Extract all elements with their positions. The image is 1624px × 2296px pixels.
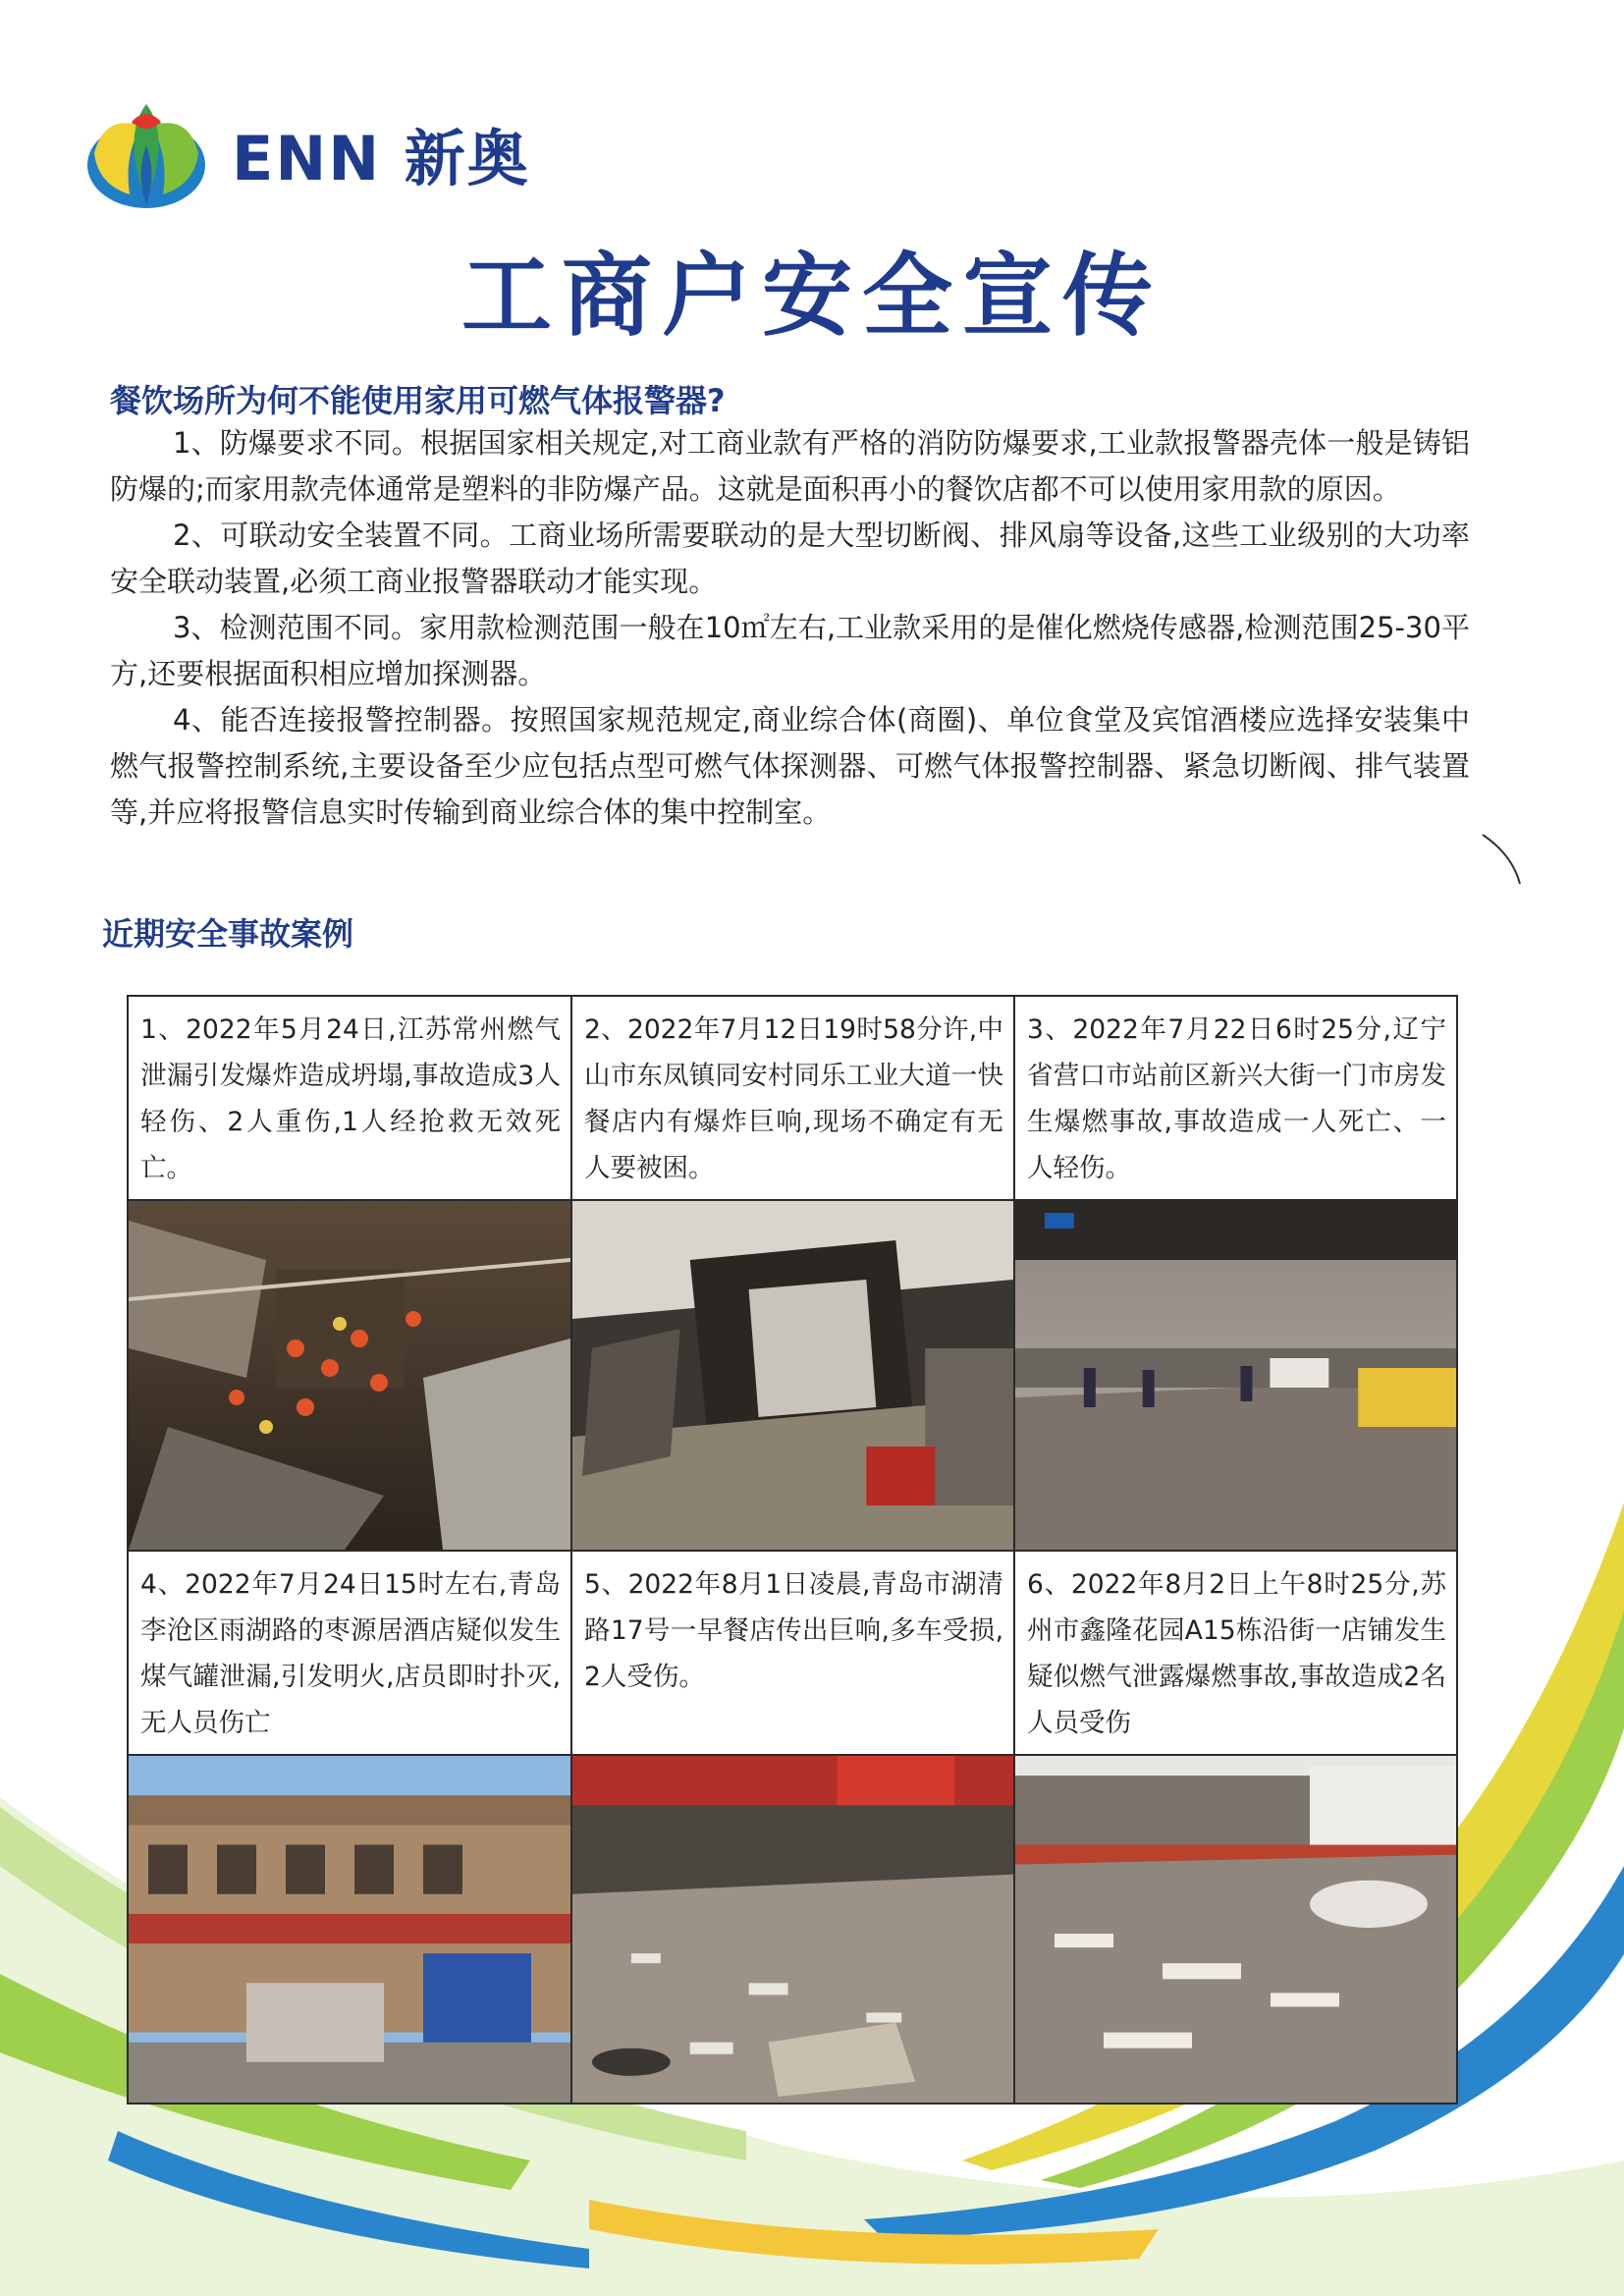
case-cell-3 [1015, 997, 1456, 1201]
question-heading: 餐饮场所为何不能使用家用可燃气体报警器? [110, 382, 726, 419]
case-photo-cell-4 [129, 1756, 572, 2103]
case-cell-1 [129, 997, 572, 1201]
answer-body [110, 420, 1470, 836]
answer-paragraph-4: 4、能否连接报警控制器。按照国家规范规定,商业综合体(商圈)、单位食堂及宾馆酒楼应选择安装集中燃气报警控制系统,主要设备至少应包括点型可燃气体探测器、可燃气体报警控制器、紧急切断阀、排气装置等,并应将报警信息实时传输到商业综合体的集中控制室。 [110, 703, 1470, 829]
case-photo-cell-2 [572, 1201, 1015, 1552]
case-photo-cell-6 [1015, 1756, 1456, 2103]
case-text-2: 2、2022年7月12日19时58分许,中山市东凤镇同安村同乐工业大道一快餐店内有爆炸巨响,现场不确定有无人要被困。 [584, 1014, 1003, 1183]
street-shop-explosion-photo [1015, 1756, 1456, 2103]
case-cell-6 [1015, 1552, 1456, 1756]
cases-heading: 近期安全事故案例 [102, 915, 354, 953]
case-text-3: 3、2022年7月22日6时25分,辽宁省营口市站前区新兴大街一门市房发生爆燃事故,事故造成一人死亡、一人轻伤。 [1027, 1014, 1446, 1183]
case-photo-cell-5 [572, 1756, 1015, 2103]
case-photo-cell-3 [1015, 1201, 1456, 1552]
street-explosion-scene-photo [1015, 1201, 1456, 1550]
case-photo-cell-1 [129, 1201, 572, 1552]
brand-name: ENN 新奥 [232, 122, 530, 194]
case-cell-2 [572, 997, 1015, 1201]
collapse-rescue-photo [129, 1201, 570, 1550]
answer-paragraph-3: 3、检测范围不同。家用款检测范围一般在10㎡左右,工业款采用的是催化燃烧传感器,检测范围25-30平方,还要根据面积相应增加探测器。 [110, 611, 1470, 690]
case-text-6: 6、2022年8月2日上午8时25分,苏州市鑫隆花园A15栋沿街一店铺发生疑似燃气泄露爆燃事故,事故造成2名人员受伤 [1027, 1569, 1446, 1738]
answer-paragraph-2: 2、可联动安全装置不同。工商业场所需要联动的是大型切断阀、排风扇等设备,这些工业级别的大功率安全联动装置,必须工商业报警器联动才能实现。 [110, 519, 1470, 598]
case-text-1: 1、2022年5月24日,江苏常州燃气泄漏引发爆炸造成坍塌,事故造成3人轻伤、2人重伤,1人经抢救无效死亡。 [140, 1014, 561, 1183]
page-title: 工商户安全宣传 [460, 244, 1163, 349]
accident-cases-table [127, 995, 1458, 2105]
case-cell-5 [572, 1552, 1015, 1756]
answer-paragraph-1: 1、防爆要求不同。根据国家相关规定,对工商业款有严格的消防防爆要求,工业款报警器壳体一般是铸铝防爆的;而家用款壳体通常是塑料的非防爆产品。这就是面积再小的餐饮店都不可以使用家用款的原因。 [110, 426, 1470, 506]
case-text-4: 4、2022年7月24日15时左右,青岛李沧区雨湖路的枣源居酒店疑似发生煤气罐泄漏,引发明火,店员即时扑灭,无人员伤亡 [140, 1569, 561, 1738]
case-text-5: 5、2022年8月1日凌晨,青岛市湖清路17号一早餐店传出巨响,多车受损,2人受伤。 [584, 1569, 1003, 1692]
case-cell-4 [129, 1552, 572, 1756]
breakfast-shop-debris-photo [572, 1756, 1013, 2103]
restaurant-interior-damage-photo [572, 1201, 1013, 1550]
hotel-exterior-photo [129, 1756, 570, 2103]
brand-logo [84, 94, 530, 212]
enn-flower-logo-icon [84, 96, 208, 210]
